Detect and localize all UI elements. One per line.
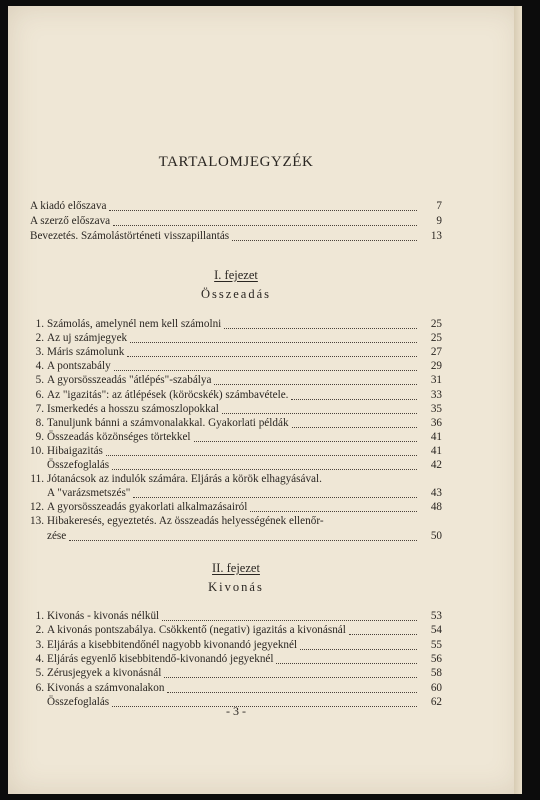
dot-leader xyxy=(112,697,417,707)
dot-leader xyxy=(164,668,417,678)
entry-title: A gyorsösszeadás gyakorlati alkalmazásairól xyxy=(47,501,248,514)
entry-title: zése xyxy=(47,529,67,542)
entry-page: 41 xyxy=(430,444,442,457)
entry-number: 1. xyxy=(35,318,44,330)
entry-title: Az "igazitás": az átlépések (köröcskék) számbavétele. xyxy=(47,388,289,401)
entry-number: 10. xyxy=(30,444,44,457)
entry-page: 35 xyxy=(430,402,442,415)
entry-title: A kiadó előszava xyxy=(30,200,107,212)
entry-title: Eljárás a kisebbitendőnél nagyobb kivonandó jegyeknél xyxy=(47,638,298,651)
toc-entry xyxy=(30,416,442,430)
toc-entry xyxy=(30,214,442,228)
dot-leader xyxy=(69,531,417,541)
toc-entry xyxy=(30,458,442,472)
toc-entry xyxy=(30,373,442,387)
entry-title: Eljárás egyenlő kisebbitendő-kivonandó jegyeknél xyxy=(47,652,274,665)
dot-leader xyxy=(130,333,417,343)
entry-number: 1. xyxy=(35,610,44,622)
dot-leader xyxy=(167,683,417,693)
toc-entry xyxy=(30,229,442,243)
entry-title: Összefoglalás xyxy=(47,695,110,708)
dot-leader xyxy=(106,446,417,456)
toc-entry xyxy=(30,486,442,500)
toc-title: TARTALOMJEGYZÉK xyxy=(158,154,314,170)
entry-number: 5. xyxy=(35,667,44,680)
entry-title: Hibaigazitás xyxy=(47,444,103,457)
entry-number: 2. xyxy=(35,624,44,637)
entry-page: 36 xyxy=(430,416,442,429)
chapter-1-heading xyxy=(30,268,442,302)
entry-title: Hibakeresés, egyeztetés. Az összeadás helyességének ellenőr- xyxy=(47,515,324,528)
entry-page: 58 xyxy=(430,667,442,680)
dot-leader xyxy=(291,390,417,400)
toc-entry xyxy=(30,623,442,637)
entry-title: Ismerkedés a hosszu számoszlopokkal xyxy=(47,402,219,415)
toc-entry xyxy=(30,199,442,213)
entry-page: 53 xyxy=(430,610,442,622)
toc-entry xyxy=(30,444,442,458)
book-page xyxy=(8,6,522,794)
dot-leader xyxy=(162,611,417,621)
entry-title: Bevezetés. Számolástörténeti visszapillantás xyxy=(30,229,230,242)
entry-page: 42 xyxy=(430,459,442,471)
entry-page: 25 xyxy=(430,318,442,330)
entry-page: 50 xyxy=(430,529,442,542)
entry-number: 13. xyxy=(30,515,44,528)
toc-entry xyxy=(30,345,442,359)
dot-leader xyxy=(127,347,417,357)
dot-leader xyxy=(224,319,417,329)
entry-page: 41 xyxy=(430,430,442,443)
entry-page: 56 xyxy=(430,652,442,665)
entry-title: A gyorsösszeadás "átlépés"-szabálya xyxy=(47,374,212,387)
toc-entry xyxy=(30,430,442,444)
dot-leader xyxy=(112,460,417,470)
entry-title: Jótanácsok az indulók számára. Eljárás a körök elhagyásával. xyxy=(47,473,322,486)
entry-page: 43 xyxy=(430,487,442,500)
entry-page: 55 xyxy=(430,638,442,651)
toc-entry xyxy=(30,500,442,514)
entry-number: 5. xyxy=(35,374,44,387)
entry-number: 6. xyxy=(35,681,44,694)
dot-leader xyxy=(194,432,417,442)
entry-title: Zérusjegyek a kivonásnál xyxy=(47,667,162,680)
entry-number: 8. xyxy=(35,416,44,429)
toc-entry xyxy=(30,359,442,373)
entry-page: 31 xyxy=(430,374,442,387)
entry-title: Kivonás a számvonalakon xyxy=(47,681,165,694)
dot-leader xyxy=(349,625,417,635)
chapter-2-title: Kivonás xyxy=(208,580,264,594)
entry-number: 4. xyxy=(35,360,44,373)
entry-title: A pontszabály xyxy=(47,360,111,373)
entry-number: 4. xyxy=(35,652,44,665)
entry-page: 60 xyxy=(430,681,442,694)
entry-page: 54 xyxy=(430,624,442,637)
entry-title: A szerző előszava xyxy=(30,214,111,227)
entry-number: 7. xyxy=(35,402,44,415)
entry-title: Összeadás közönséges törtekkel xyxy=(47,430,191,443)
toc-entry xyxy=(30,514,442,528)
toc-entry xyxy=(30,317,442,331)
toc-entry xyxy=(30,331,442,345)
toc-entry xyxy=(30,472,442,486)
entry-title: Máris számolunk xyxy=(47,346,125,359)
dot-leader xyxy=(222,404,417,414)
dot-leader xyxy=(113,216,417,226)
toc-entry xyxy=(30,402,442,416)
dot-leader xyxy=(232,231,417,241)
entry-page: 27 xyxy=(430,346,442,359)
page-number: - 3 - xyxy=(226,704,246,718)
entry-title: Kivonás - kivonás nélkül xyxy=(47,610,160,622)
entry-page: 48 xyxy=(430,501,442,514)
dot-leader xyxy=(109,201,417,211)
entry-number: 9. xyxy=(35,430,44,443)
dot-leader xyxy=(133,488,417,498)
entry-number: 3. xyxy=(35,638,44,651)
entry-title: A kivonás pontszabálya. Csökkentő (negativ) igazitás a kivonásnál xyxy=(47,624,346,637)
toc-entry xyxy=(30,652,442,666)
toc-entry xyxy=(30,638,442,652)
entry-number: 2. xyxy=(35,332,44,345)
toc-entry xyxy=(30,609,442,623)
entry-page: 7 xyxy=(436,200,442,212)
entry-page: 25 xyxy=(430,332,442,345)
chapter-1-label: I. fejezet xyxy=(214,268,258,282)
entry-title: Számolás, amelynél nem kell számolni xyxy=(47,318,222,330)
entry-page: 9 xyxy=(436,214,442,227)
entry-title: Tanuljunk bánni a számvonalakkal. Gyakorlati példák xyxy=(47,416,289,429)
chapter-1-title: Összeadás xyxy=(200,287,272,301)
entry-page: 29 xyxy=(430,360,442,373)
dot-leader xyxy=(250,502,417,512)
toc-entry xyxy=(30,681,442,695)
toc-entry xyxy=(30,529,442,543)
entry-page: 62 xyxy=(430,695,442,708)
dot-leader xyxy=(292,418,417,428)
entry-title: Összefoglalás xyxy=(47,459,110,471)
chapter-2-heading xyxy=(30,561,442,595)
entry-number: 6. xyxy=(35,388,44,401)
dot-leader xyxy=(214,375,417,385)
dot-leader xyxy=(276,654,417,664)
entry-title: A "varázsmetszés" xyxy=(47,487,131,500)
page-edge xyxy=(514,6,522,794)
toc-entry xyxy=(30,388,442,402)
dot-leader xyxy=(300,640,417,650)
toc-entry xyxy=(30,695,442,709)
entry-number: 3. xyxy=(35,346,44,359)
entry-page: 13 xyxy=(430,229,442,242)
chapter-2-label: II. fejezet xyxy=(212,561,260,575)
entry-number: 12. xyxy=(30,501,44,514)
entry-title: Az uj számjegyek xyxy=(47,332,128,345)
toc-entry xyxy=(30,666,442,680)
entry-page: 33 xyxy=(430,388,442,401)
dot-leader xyxy=(114,361,417,371)
entry-number: 11. xyxy=(30,473,44,486)
